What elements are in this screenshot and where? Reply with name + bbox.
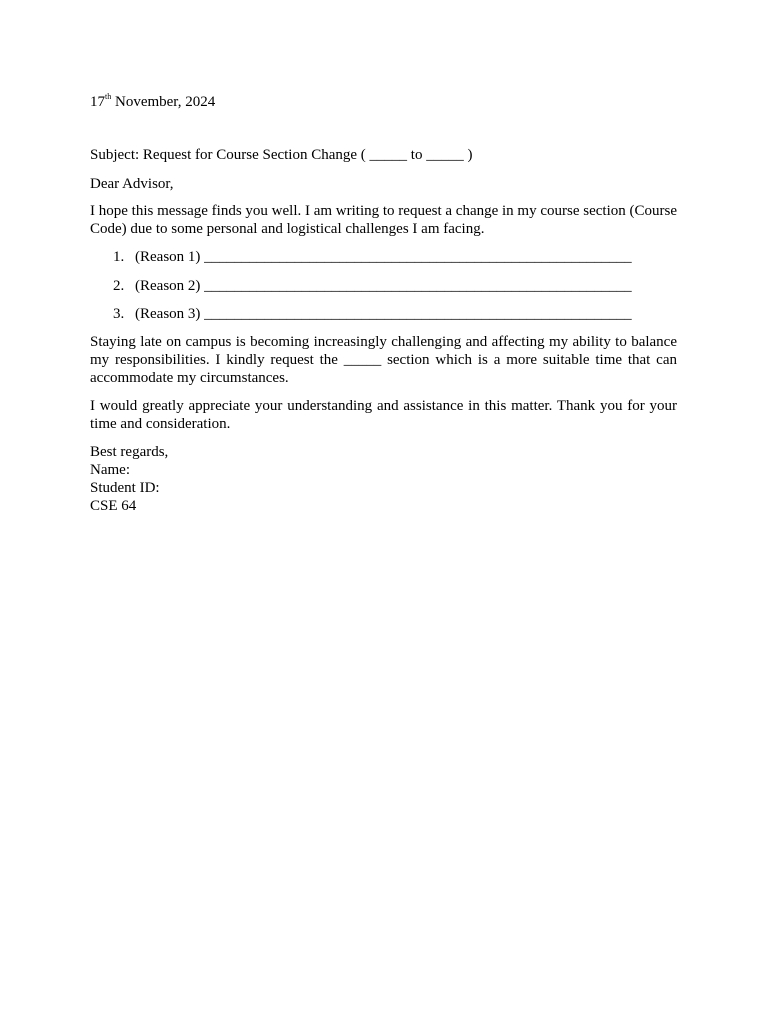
date-suffix: th [105, 92, 112, 101]
list-item-text: (Reason 1) _________________________________________________________ [135, 249, 632, 265]
reasons-list [90, 247, 677, 324]
list-item [90, 304, 677, 324]
body-paragraph: Staying late on campus is becoming increasingly challenging and affecting my ability to balance my responsibilities. I kindly request the _____ section which is a more suitable time that can accommodate my circumstances. [90, 333, 677, 386]
closing-name: Name: [90, 461, 130, 478]
subject-line: Subject: Request for Course Section Change ( _____ to _____ ) [90, 147, 473, 163]
list-item [90, 276, 677, 296]
intro-paragraph: I hope this message finds you well. I am writing to request a change in my course section (Course Code) due to some personal and logistical challenges I am facing. [90, 203, 677, 237]
letter-date [90, 92, 677, 112]
list-item-number: 1. [113, 249, 125, 265]
closing-block [90, 443, 677, 515]
list-item-text: (Reason 2) _________________________________________________________ [135, 277, 632, 294]
list-item [90, 247, 677, 267]
letter-page [90, 92, 677, 515]
closing-regards: Best regards, [90, 443, 169, 460]
date-month-year: November, 2024 [111, 94, 216, 110]
thanks-paragraph: I would greatly appreciate your understanding and assistance in this matter. Thank you for your time and consideration. [90, 397, 677, 432]
list-item-number: 2. [113, 277, 125, 294]
closing-student-id: Student ID: [90, 479, 160, 496]
list-item-number: 3. [113, 306, 125, 322]
list-item-text: (Reason 3) _________________________________________________________ [135, 306, 632, 322]
date-day: 17 [90, 94, 105, 110]
closing-department: CSE 64 [90, 497, 137, 514]
salutation: Dear Advisor, [90, 176, 174, 192]
